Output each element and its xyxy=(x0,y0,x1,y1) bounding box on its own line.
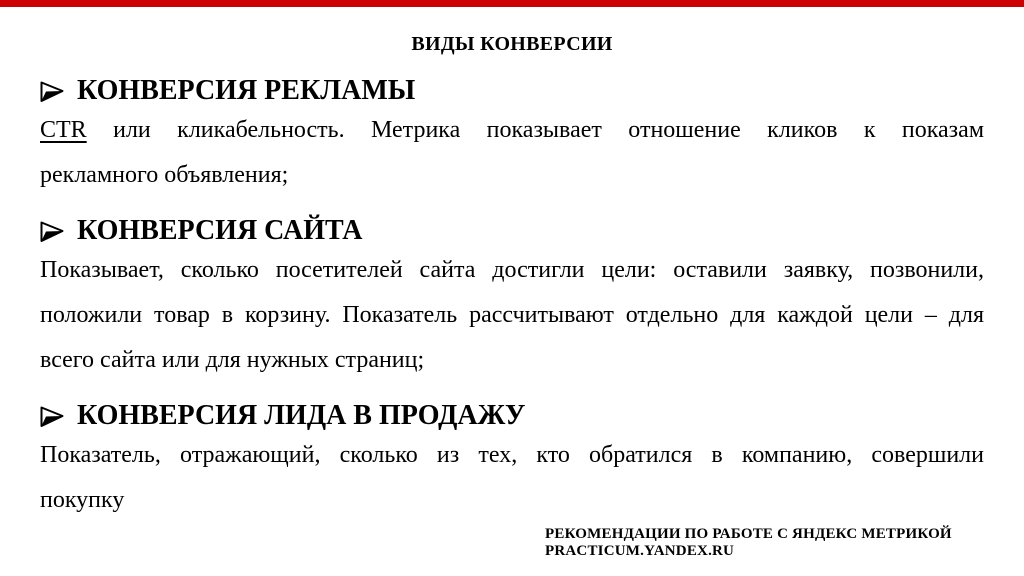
arrowhead-bullet-icon xyxy=(40,81,64,103)
section-heading-text: КОНВЕРСИЯ ЛИДА В ПРОДАЖУ xyxy=(77,400,526,431)
paragraph-line: покупку xyxy=(40,487,125,513)
slide-title: ВИДЫ КОНВЕРСИИ xyxy=(411,33,613,55)
footer-line-2: PRACTICUM.YANDEX.RU xyxy=(545,543,735,559)
ctr-term: CTR xyxy=(40,117,87,143)
paragraph-line: Показатель, отражающий, сколько из тех, кто обратился в компанию, совершили xyxy=(40,442,984,468)
paragraph-line: положили товар в корзину. Показатель рассчитывают отдельно для каждой цели – для xyxy=(40,302,984,328)
paragraph-line: всего сайта или для нужных страниц; xyxy=(40,347,425,373)
arrowhead-bullet-icon xyxy=(40,221,64,243)
paragraph-line: рекламного объявления; xyxy=(40,162,289,188)
footer-line-1: РЕКОМЕНДАЦИИ ПО РАБОТЕ С ЯНДЕКС МЕТРИКОЙ xyxy=(545,526,952,542)
paragraph-line: Показывает, сколько посетителей сайта достигли цели: оставили заявку, позвонили, xyxy=(40,257,984,283)
arrowhead-bullet-icon xyxy=(40,406,64,428)
section-paragraph xyxy=(40,433,984,523)
section-paragraph xyxy=(40,248,984,383)
section-heading-site-conversion xyxy=(40,214,984,248)
section-heading-ad-conversion xyxy=(40,74,984,108)
section-heading-text: КОНВЕРСИЯ САЙТА xyxy=(77,215,363,246)
section-heading-lead-conversion xyxy=(40,399,984,433)
footer-credit xyxy=(545,526,952,560)
slide-content xyxy=(40,74,984,523)
accent-bar xyxy=(0,0,1024,7)
section-heading-text: КОНВЕРСИЯ РЕКЛАМЫ xyxy=(77,75,416,106)
section-paragraph xyxy=(40,108,984,198)
paragraph-line xyxy=(40,108,984,153)
paragraph-text: или кликабельность. Метрика показывает отношение кликов к показам xyxy=(113,117,984,143)
